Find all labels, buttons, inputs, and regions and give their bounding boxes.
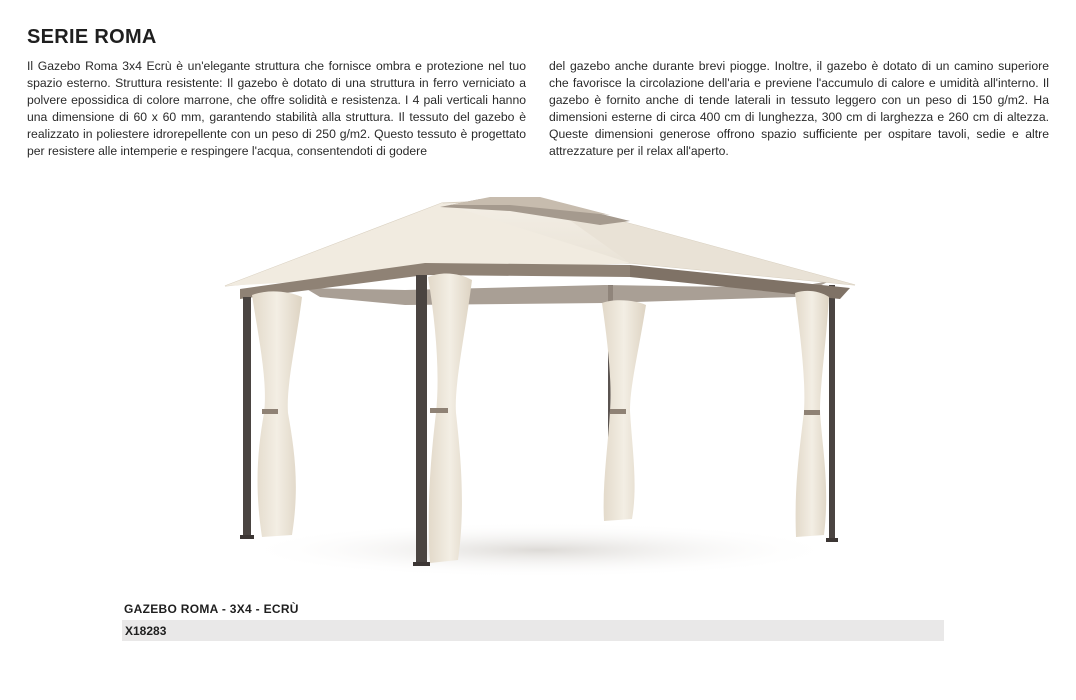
product-code: X18283 <box>125 624 167 638</box>
description-column-left: Il Gazebo Roma 3x4 Ecrù è un'elegante struttura che fornisce ombra e protezione nel tuo spazio esterno. Struttura resistente: Il gazebo è dotato di una struttura in ferro verniciato a polvere epossidica di colore marrone, che offre solidità e resistenza. I 4 pali verticali hanno una dimensione di 60 x 60 mm, garantendo stabilità alla struttura. Il tessuto del gazebo è realizzato in poliestere idrorepellente con un peso di 250 g/m2. Questo tessuto è progettato per resistere alle intemperie e respingere l'acqua, consentendoti di godere <box>27 59 526 158</box>
front-post-center <box>416 275 427 565</box>
curtain-tieback-left <box>262 409 278 414</box>
gazebo-product-image <box>210 185 870 585</box>
ground-shadow <box>240 522 840 578</box>
curtain-tieback-right <box>804 410 820 415</box>
product-name: GAZEBO ROMA - 3X4 - ECRÙ <box>124 602 299 616</box>
post-foot-center <box>413 562 430 566</box>
curtain-front-left <box>252 291 302 537</box>
curtain-tieback-back <box>610 409 626 414</box>
page-title: SERIE ROMA <box>27 26 157 48</box>
product-code-bar <box>122 620 944 641</box>
curtain-tieback-center <box>430 408 448 413</box>
description-column-right: del gazebo anche durante brevi piogge. Inoltre, il gazebo è dotato di un camino superiore che favorisce la circolazione dell'aria e previene l'accumulo di calore e umidità all'interno. Il gazebo è fornito anche di tende laterali in tessuto leggero con un peso di 150 g/m2. Ha dimensioni esterne di circa 400 cm di lunghezza, 300 cm di larghezza e 260 cm di altezza. Queste dimensioni generose offrono spazio sufficiente per ospitare tavoli, sedie e altre attrezzature per il relax all'aperto. <box>549 59 1049 158</box>
curtain-front-center <box>428 273 472 563</box>
front-post-left <box>243 297 251 537</box>
post-foot-right <box>826 538 838 542</box>
back-post-right <box>829 285 835 540</box>
post-foot-left <box>240 535 254 539</box>
